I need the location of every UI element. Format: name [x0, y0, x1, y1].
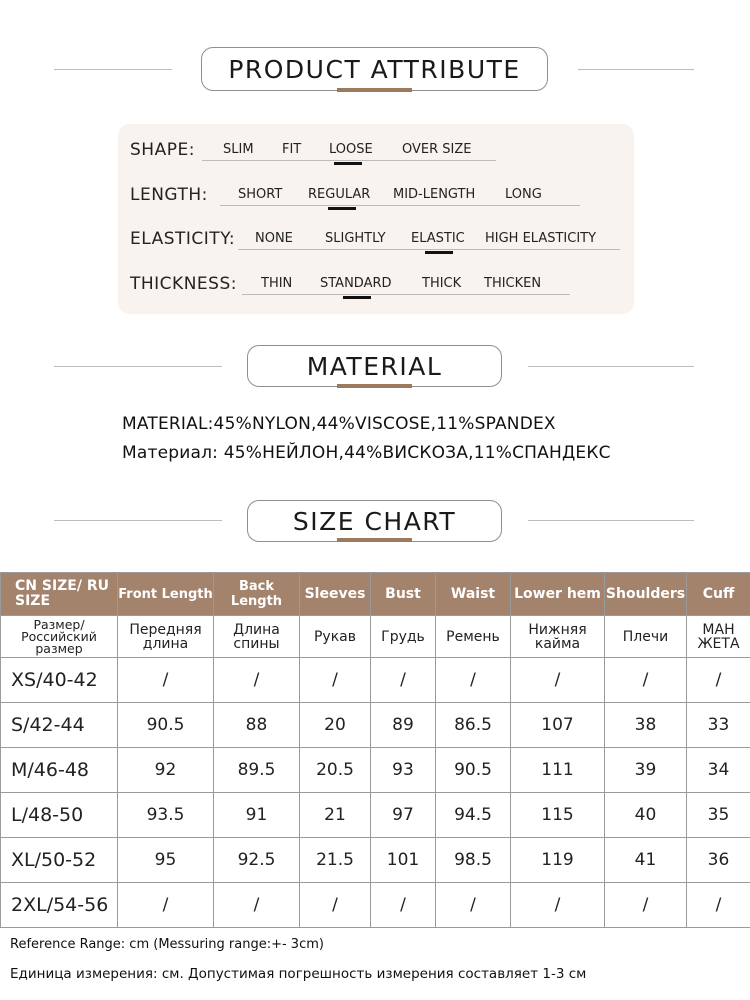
material-composition-ru: Материал: 45%НЕЙЛОН,44%ВИСКОЗА,11%СПАНДЕКС — [122, 443, 611, 463]
attr-row-length — [118, 183, 634, 213]
table-header-cell: Рукав — [300, 616, 371, 658]
product-attribute-header: PRODUCT ATTRIBUTE — [201, 47, 548, 91]
measurement-cell: 20.5 — [300, 748, 371, 793]
measurement-cell: 35 — [687, 793, 750, 838]
table-header-cell: МАН ЖЕТА — [687, 616, 750, 658]
attr-underline — [220, 205, 580, 206]
measurement-cell: / — [436, 883, 511, 928]
table-row — [1, 838, 750, 883]
attr-option: FIT — [282, 142, 302, 157]
measurement-cell: 20 — [300, 703, 371, 748]
size-table-body — [1, 658, 750, 928]
attr-option: MID-LENGTH — [393, 187, 476, 202]
header-accent-bar — [337, 88, 412, 92]
header-divider-right — [578, 69, 694, 70]
table-header-cell: Плечи — [605, 616, 687, 658]
measurement-cell: / — [371, 658, 436, 703]
table-header-cell: Bust — [371, 573, 436, 616]
table-header-cell: Передняя длина — [118, 616, 214, 658]
measurement-cell: / — [687, 883, 750, 928]
measurement-cell: / — [118, 883, 214, 928]
measurement-cell: / — [300, 658, 371, 703]
attr-option: SLIGHTLY — [325, 231, 386, 246]
attr-option: THICKEN — [484, 276, 542, 291]
measurement-cell: 93.5 — [118, 793, 214, 838]
table-header-cell: Размер/ Российский размер — [1, 616, 118, 658]
attr-selected-marker — [343, 296, 371, 299]
measurement-cell: 98.5 — [436, 838, 511, 883]
attr-label: THICKNESS: — [130, 274, 237, 294]
attribute-panel — [118, 124, 634, 314]
measurement-cell: 40 — [605, 793, 687, 838]
attr-selected-marker — [328, 207, 356, 210]
header-divider-left — [54, 520, 222, 521]
table-row — [1, 703, 750, 748]
measurement-cell: 33 — [687, 703, 750, 748]
measurement-cell: 115 — [511, 793, 605, 838]
table-header-cell: Back Length — [214, 573, 300, 616]
measurement-cell: 34 — [687, 748, 750, 793]
measurement-cell: / — [436, 658, 511, 703]
size-label-cell: XL/50-52 — [1, 838, 118, 883]
measurement-cell: / — [511, 658, 605, 703]
attr-option: THIN — [261, 276, 293, 291]
attr-label: ELASTICITY: — [130, 229, 236, 249]
measurement-cell: / — [687, 658, 750, 703]
measurement-cell: 41 — [605, 838, 687, 883]
attr-option: LONG — [505, 187, 542, 202]
attr-option: HIGH ELASTICITY — [485, 231, 597, 246]
table-header-cell: Грудь — [371, 616, 436, 658]
measurement-cell: 39 — [605, 748, 687, 793]
attr-option-selected: LOOSE — [329, 142, 373, 157]
measurement-cell: / — [511, 883, 605, 928]
size-label-cell: L/48-50 — [1, 793, 118, 838]
material-header: MATERIAL — [247, 345, 502, 387]
measurement-cell: 21 — [300, 793, 371, 838]
measurement-cell: 111 — [511, 748, 605, 793]
header-accent-bar — [337, 538, 412, 542]
table-header-cell: Длина спины — [214, 616, 300, 658]
header-accent-bar — [337, 384, 412, 388]
measurement-cell: 89.5 — [214, 748, 300, 793]
measurement-cell: 101 — [371, 838, 436, 883]
table-header-cell: Front Length — [118, 573, 214, 616]
measurement-cell: / — [214, 883, 300, 928]
measurement-cell: 21.5 — [300, 838, 371, 883]
measurement-cell: 89 — [371, 703, 436, 748]
table-header-cell: Ремень — [436, 616, 511, 658]
material-composition-en: MATERIAL:45%NYLON,44%VISCOSE,11%SPANDEX — [122, 414, 556, 434]
measurement-cell: / — [605, 883, 687, 928]
measurement-cell: 119 — [511, 838, 605, 883]
measurement-cell: 92 — [118, 748, 214, 793]
attr-selected-marker — [334, 162, 362, 165]
attr-row-elasticity — [118, 227, 634, 257]
reference-range-note-ru: Единица измерения: см. Допустимая погрешность измерения составляет 1-3 см — [10, 966, 587, 982]
table-header-cell: Cuff — [687, 573, 750, 616]
table-row — [1, 748, 750, 793]
header-divider-left — [54, 366, 222, 367]
measurement-cell: / — [118, 658, 214, 703]
measurement-cell: 90.5 — [436, 748, 511, 793]
measurement-cell: / — [605, 658, 687, 703]
table-header-cell: Lower hem — [511, 573, 605, 616]
table-header-cell: Shoulders — [605, 573, 687, 616]
measurement-cell: 93 — [371, 748, 436, 793]
measurement-cell: 92.5 — [214, 838, 300, 883]
table-header-cell: Нижняя кайма — [511, 616, 605, 658]
size-chart-header: SIZE CHART — [247, 500, 502, 542]
table-row — [1, 658, 750, 703]
attr-option-selected: ELASTIC — [411, 231, 465, 246]
header-divider-right — [528, 520, 694, 521]
table-header-cell: CN SIZE/ RU SIZE — [1, 573, 118, 616]
attr-option-selected: STANDARD — [320, 276, 392, 291]
header-divider-right — [528, 366, 694, 367]
size-label-cell: M/46-48 — [1, 748, 118, 793]
measurement-cell: 90.5 — [118, 703, 214, 748]
attr-option: NONE — [255, 231, 293, 246]
attr-row-thickness — [118, 272, 634, 302]
measurement-cell: 94.5 — [436, 793, 511, 838]
table-header-cell: Waist — [436, 573, 511, 616]
attr-underline — [238, 249, 620, 250]
attr-selected-marker — [425, 251, 453, 254]
measurement-cell: 97 — [371, 793, 436, 838]
measurement-cell: / — [214, 658, 300, 703]
attr-option: SLIM — [223, 142, 254, 157]
reference-range-note-en: Reference Range: cm (Messuring range:+- 3cm) — [10, 937, 324, 952]
attr-underline — [202, 160, 496, 161]
size-table — [0, 572, 750, 928]
table-row — [1, 793, 750, 838]
header-divider-left — [54, 69, 172, 70]
attr-option: THICK — [422, 276, 462, 291]
table-header-cell: Sleeves — [300, 573, 371, 616]
measurement-cell: 36 — [687, 838, 750, 883]
measurement-cell: / — [300, 883, 371, 928]
attr-label: SHAPE: — [130, 140, 195, 160]
measurement-cell: 95 — [118, 838, 214, 883]
measurement-cell: 38 — [605, 703, 687, 748]
size-label-cell: 2XL/54-56 — [1, 883, 118, 928]
attr-option: OVER SIZE — [402, 142, 472, 157]
attr-label: LENGTH: — [130, 185, 208, 205]
table-header-row-en — [1, 573, 750, 616]
size-label-cell: XS/40-42 — [1, 658, 118, 703]
attr-option-selected: REGULAR — [308, 187, 371, 202]
measurement-cell: 107 — [511, 703, 605, 748]
size-label-cell: S/42-44 — [1, 703, 118, 748]
attr-underline — [242, 294, 570, 295]
measurement-cell: 91 — [214, 793, 300, 838]
measurement-cell: 88 — [214, 703, 300, 748]
measurement-cell: / — [371, 883, 436, 928]
table-header-row-ru — [1, 616, 750, 658]
measurement-cell: 86.5 — [436, 703, 511, 748]
attr-option: SHORT — [238, 187, 283, 202]
table-row — [1, 883, 750, 928]
attr-row-shape — [118, 138, 634, 168]
